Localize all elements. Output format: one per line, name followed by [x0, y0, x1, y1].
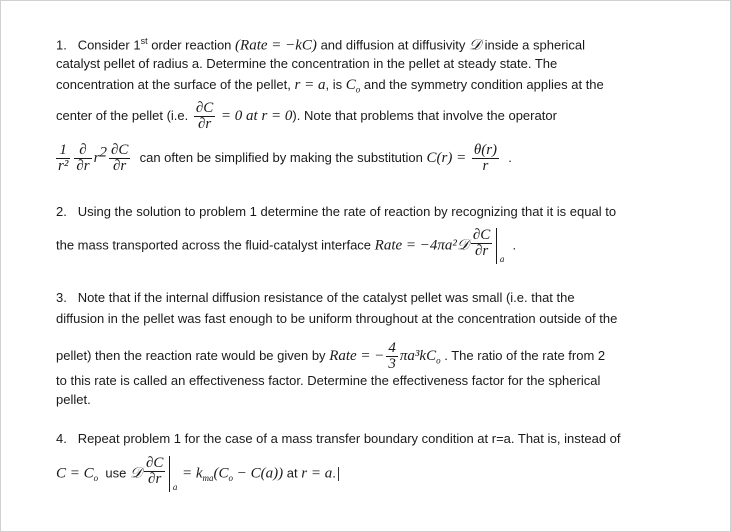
operator-fraction-2: $\frac{\partial}{\partial r}$ — [76, 142, 90, 174]
diffusivity-symbol: 𝒟 — [468, 37, 481, 54]
p4-line1: 4. Repeat problem 1 for the case of a mass transfer boundary condition at r=a. That is, instead of — [56, 431, 621, 446]
p3-line5: pellet. — [56, 392, 91, 407]
p1-line4: center of the pellet (i.e. $\frac{\partial C}{\partial r}$ = 0 at r = 0). Note that problems that involve the operator — [56, 100, 557, 132]
four-thirds-fraction: $\frac{4}{3}$ — [388, 340, 396, 372]
p3-line4: to this rate is called an effectiveness factor. Determine the effectiveness factor for the spherical — [56, 373, 601, 388]
p3-line3: pellet) then the reaction rate would be given by Rate = − $\frac{4}{3}$ $\pi a^3kC_o$ . The ratio of the rate from 2 — [56, 340, 606, 372]
substitution-fraction: $\frac{\theta(r)}{r}$ — [473, 142, 498, 174]
operator-fraction-1: $\frac{1}{\text{r²}}$ — [58, 142, 69, 174]
p3-line1: 3. Note that if the internal diffusion resistance of the catalyst pellet was small (i.e. that the — [56, 290, 575, 305]
p1-number: 1. — [56, 37, 67, 53]
p1-line3: concentration at the surface of the pellet, r = a, is $C_o$ and the symmetry condition applies at the — [56, 77, 604, 95]
p1-line5: $\frac{1}{\text{r²}}$ $\frac{\partial}{\partial r}$ $r^2$ $\frac{\partial C}{\partial r}$ can often be simplified by making the substitution C(r) = $\frac{\theta(r)}{r}$ . — [58, 142, 512, 174]
p2-number: 2. — [56, 204, 67, 219]
p4-eval-bar: $\frac{\partial C}{\partial r}$ a — [142, 456, 170, 492]
p2-line2: the mass transported across the fluid-catalyst interface Rate = −4πa²𝒟 $\frac{\partial C}{\partial r}$ a . — [56, 227, 517, 264]
p3-line2: diffusion in the pellet was fast enough to be uniform throughout at the concentration outside of the — [56, 311, 618, 326]
p2-line1: 2. Using the solution to problem 1 determine the rate of reaction by recognizing that it is equal to — [56, 204, 617, 219]
text-cursor — [338, 467, 339, 481]
p1-rate-law: (Rate = −kC) — [235, 37, 317, 54]
dC-dr-fraction: $\frac{\partial C}{\partial r}$ — [195, 100, 214, 132]
p1-line1: 1. Consider 1st order reaction (Rate = −kC) and diffusion at diffusivity 𝒟 inside a spherical — [56, 36, 586, 54]
p4-line2: $C = C_o$ use 𝒟 $\frac{\partial C}{\partial r}$ a = $k_{ma}(C_o - C(a))$ at r = a. — [56, 456, 339, 492]
p2-rate-equation: Rate = −4πa²𝒟 — [374, 237, 469, 254]
p1-line2: catalyst pellet of radius a. Determine the concentration in the pellet at steady state. The — [56, 56, 558, 71]
p4-number: 4. — [56, 431, 67, 446]
p3-number: 3. — [56, 290, 67, 305]
p2-eval-bar: $\frac{\partial C}{\partial r}$ a — [469, 228, 497, 264]
operator-fraction-3: $\frac{\partial C}{\partial r}$ — [110, 142, 129, 174]
